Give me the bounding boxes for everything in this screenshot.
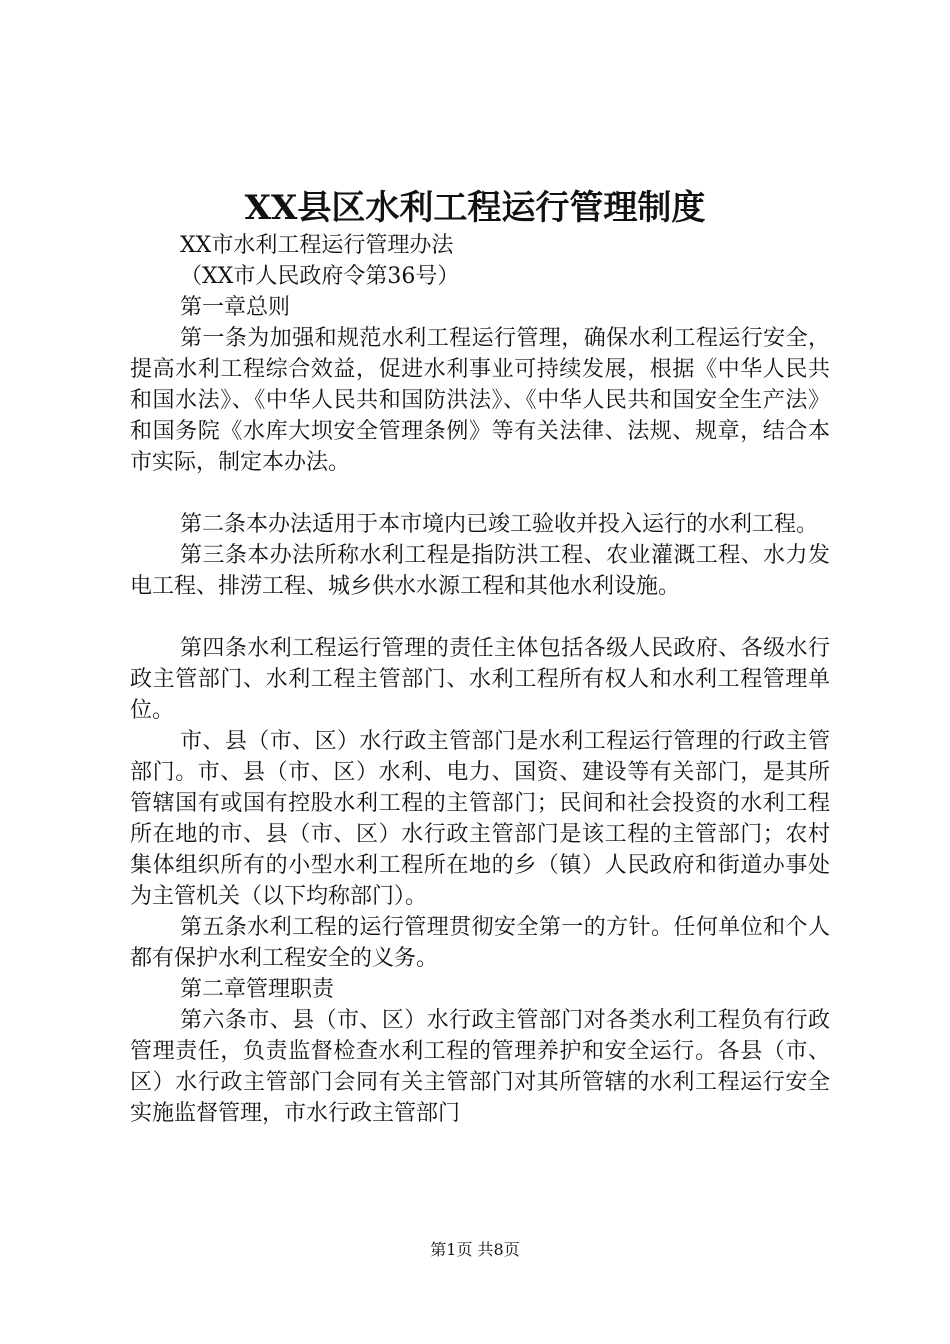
page-footer: 第1页 共8页: [430, 1240, 520, 1259]
document-body: [130, 230, 830, 1129]
paragraph: 第一章总则: [180, 295, 291, 320]
document-title: XX县区水利工程运行管理制度: [244, 188, 706, 228]
paragraph: 第六条市、县（市、区）水行政主管部门对各类水利工程负有行政管理责任，负责监督检查水利工程的管理养护和安全运行。各县（市、区）水行政主管部门会同有关主管部门对其所管辖的水利工程运行安全实施监督管理，市水行政主管部门: [130, 1008, 830, 1126]
paragraph: 市、县（市、区）水行政主管部门是水利工程运行管理的行政主管部门。市、县（市、区）水利、电力、国资、建设等有关部门，是其所管辖国有或国有控股水利工程的主管部门；民间和社会投资的水利工程所在地的市、县（市、区）水行政主管部门是该工程的主管部门；农村集体组织所有的小型水利工程所在地的乡（镇）人民政府和街道办事处为主管机关（以下均称部门）。: [130, 729, 830, 909]
paragraph: 第三条本办法所称水利工程是指防洪工程、农业灌溉工程、水力发电工程、排涝工程、城乡供水水源工程和其他水利设施。: [130, 543, 830, 599]
paragraph: （XX市人民政府令第36号）: [180, 264, 460, 289]
paragraph: 第二条本办法适用于本市境内已竣工验收并投入运行的水利工程。: [180, 512, 819, 537]
paragraph: 第四条水利工程运行管理的责任主体包括各级人民政府、各级水行政主管部门、水利工程主管部门、水利工程所有权人和水利工程管理单位。: [130, 636, 830, 723]
paragraph: XX市水利工程运行管理办法: [180, 233, 454, 258]
paragraph: 第二章管理职责: [180, 977, 335, 1002]
paragraph: 第一条为加强和规范水利工程运行管理，确保水利工程运行安全，提高水利工程综合效益，促进水利事业可持续发展，根据《中华人民共和国水法》、《中华人民共和国防洪法》、《中华人民共和国安全生产法》和国务院《水库大坝安全管理条例》等有关法律、法规、规章，结合本市实际，制定本办法。: [130, 326, 830, 475]
paragraph: 第五条水利工程的运行管理贯彻安全第一的方针。任何单位和个人都有保护水利工程安全的义务。: [130, 915, 830, 971]
